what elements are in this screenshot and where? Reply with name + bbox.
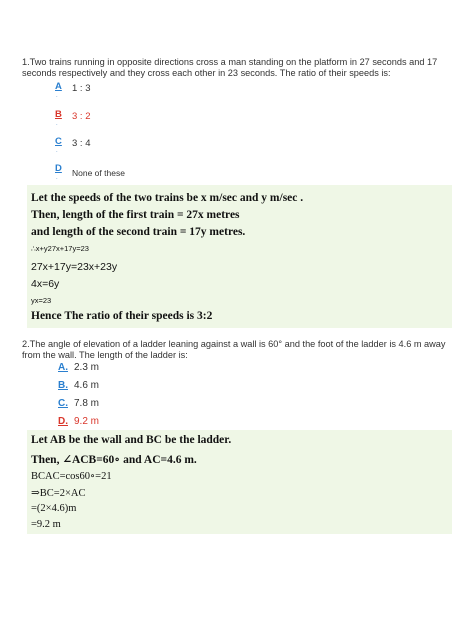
q1-option-b-dot: . xyxy=(56,121,58,127)
q1-option-c-letter[interactable]: C xyxy=(55,136,62,147)
q2-option-a-text: 2.3 m xyxy=(74,362,100,373)
sol1-line-4: ∴x+y27x+17y=23 xyxy=(31,244,89,253)
q2-option-b-text: 4.6 m xyxy=(74,380,100,391)
q2-option-b-letter[interactable]: B. xyxy=(58,380,68,391)
q1-option-d-letter[interactable]: D xyxy=(55,163,62,174)
q1-option-a-dot: . xyxy=(56,93,58,99)
q1-option-a-text: 1 : 3 xyxy=(72,83,91,94)
sol2-line-3: BCAC=cos60∘=21 xyxy=(31,471,112,482)
sol2-line-4: ⇒BC=2×AC xyxy=(31,488,86,499)
sol2-line-5: =(2×4.6)m xyxy=(31,503,77,514)
q2-option-a-letter[interactable]: A. xyxy=(58,362,68,373)
q1-option-b-text: 3 : 2 xyxy=(72,111,91,122)
q2-option-d-text: 9.2 m xyxy=(74,416,100,427)
sol1-line-1: Let the speeds of the two trains be x m/sec and y m/sec . xyxy=(31,192,304,204)
q1-option-d-dot: . xyxy=(56,175,58,181)
sol1-line-2: Then, length of the first train = 27x metres xyxy=(31,209,240,221)
sol2-line-1: Let AB be the wall and BC be the ladder. xyxy=(31,434,232,446)
q1-option-c-dot: . xyxy=(56,148,58,154)
sol1-line-3: and length of the second train = 17y metres. xyxy=(31,226,246,238)
solution-1-box xyxy=(27,185,452,328)
q1-option-b-letter[interactable]: B xyxy=(55,109,62,120)
sol1-line-7: yx=23 xyxy=(31,296,52,305)
sol1-line-6: 4x=6y xyxy=(31,278,60,290)
q2-option-c-text: 7.8 m xyxy=(74,398,100,409)
sol1-line-8: Hence The ratio of their speeds is 3:2 xyxy=(31,310,213,322)
q1-option-c-text: 3 : 4 xyxy=(72,138,91,149)
solution-2-box xyxy=(27,430,452,534)
q1-option-d-text: None of these xyxy=(72,168,125,178)
question-2-text: 2.The angle of elevation of a ladder leaning against a wall is 60° and the foot of the ladder is 4.6 m away from the wall. The length of the ladder is: xyxy=(22,339,446,360)
sol2-line-2: Then, ∠ACB=60∘ and AC=4.6 m. xyxy=(31,454,197,466)
sol2-line-6: =9.2 m xyxy=(31,519,61,530)
q1-option-a-letter[interactable]: A xyxy=(55,81,62,92)
sol1-line-5: 27x+17y=23x+23y xyxy=(31,261,118,273)
question-1-text: 1.Two trains running in opposite directions cross a man standing on the platform in 27 seconds and 17 seconds respectively and they cross each other in 23 seconds. The ratio of their speeds is: xyxy=(22,57,438,78)
q2-option-d-letter[interactable]: D. xyxy=(58,416,68,427)
q2-option-c-letter[interactable]: C. xyxy=(58,398,68,409)
